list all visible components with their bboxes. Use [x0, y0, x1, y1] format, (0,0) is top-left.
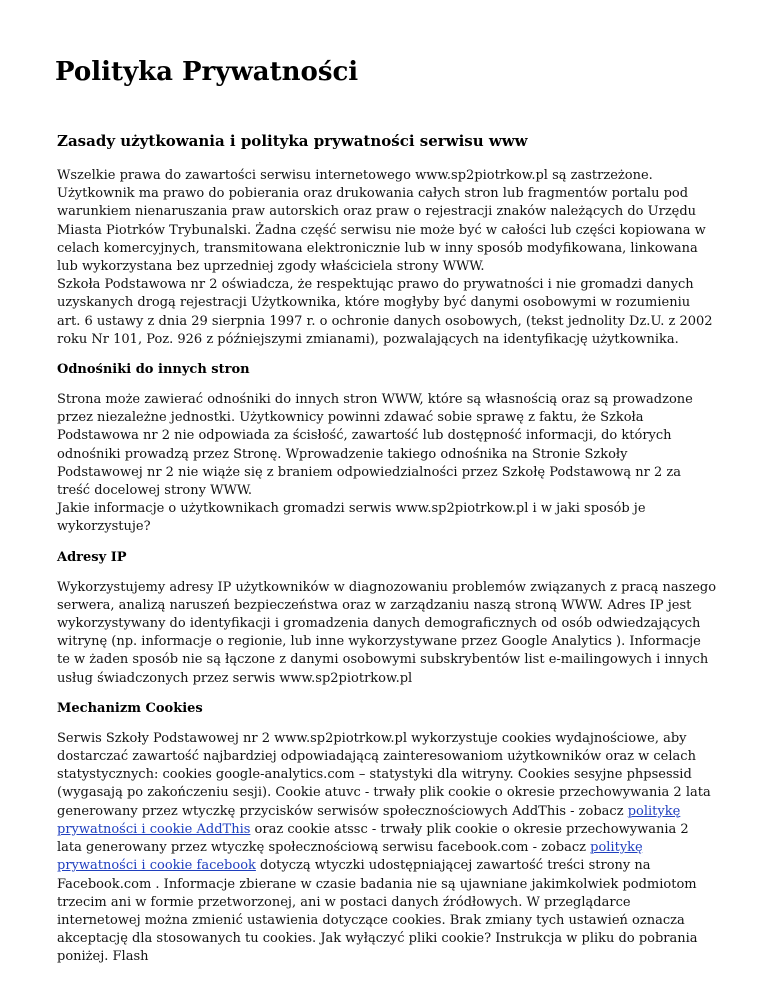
data-collection-question: Jakie informacje o użytkownikach gromadzi serwis www.sp2piotrkow.pl i w jaki sposób je wykorzystuje?: [57, 501, 646, 535]
cookies-text-3: dotyczą wtyczki udostępniającej zawartość treści strony na Facebook.com . Informacje zbierane w czasie badania nie są ujawniane jakimkolwiek podmiotom trzecim ani w formie przetworzonej, ani w postaci danych źródłowych. W przeglądarce internetowej można zmienić ustawienia dotyczące cookies. Brak zmiany tych ustawień oznacza akceptację dla stosowanych tu cookies. Jak wyłączyć pliki cookie? Instrukcja w pliku do pobrania poniżej. Flash: [57, 858, 698, 965]
page-title: Polityka Prywatności: [55, 57, 359, 87]
terms-paragraph: [57, 167, 717, 349]
section-heading-ip: Adresy IP: [57, 549, 127, 565]
section-heading-terms: Zasady użytkowania i polityka prywatności serwisu www: [57, 132, 528, 150]
addthis-privacy-link[interactable]: politykę prywatności i cookie AddThis: [57, 803, 681, 837]
cookies-text-2: oraz cookie atssc - trwały plik cookie o okresie przechowywania 2 lata generowany przez wtyczkę społecznościową serwisu facebook.com - zobacz: [57, 821, 689, 856]
section-heading-links: Odnośniki do innych stron: [57, 362, 250, 378]
cookies-text-1: Serwis Szkoły Podstawowej nr 2 www.sp2piotrkow.pl wykorzystuje cookies wydajnościowe, aby dostarczać zawartość najbardziej odpowiadającą zainteresowaniom użytkowników oraz w celach statystycznych: cookies google-analytics.com – statystyki dla witryny. Cookies sesyjne phpsessid (wygasają po zakończeniu sesji). Cookie atuvc - trwały plik cookie o okresie przechowywania 2 lata generowany przez wtyczkę przycisków serwisów społecznościowych AddThis - zobacz: [57, 730, 711, 819]
ip-paragraph: Wykorzystujemy adresy IP użytkowników w diagnozowaniu problemów związanych z pracą naszego serwera, analizą naruszeń bezpieczeństwa oraz w zarządzaniu naszą stroną WWW. Adres IP jest wykorzystywany do identyfikacji i gromadzenia danych demograficznych od osób odwiedzających witrynę (np. informacje o regionie, lub inne wykorzystywane przez Google Analytics ). Informacje te w żaden sposób nie są łączone z danymi osobowymi subskrybentów list e-mailingowych i innych usług świadczonych przez serwis www.sp2piotrkow.pl: [57, 579, 717, 686]
copyright-text: Wszelkie prawa do zawartości serwisu internetowego www.sp2piotrkow.pl są zastrzeżone. Użytkownik ma prawo do pobierania oraz drukowania całych stron lub fragmentów portalu pod warunkiem nienaruszania praw autorskich oraz praw o rejestracji znaków należących do Urzędu Miasta Piotrków Trybunalski. Żadna część serwisu nie może być w całości lub części kopiowana w celach komercyjnych, transmitowana elektronicznie lub w inny sposób modyfikowana, linkowana lub wykorzystana bez uprzedniej zgody właściciela strony WWW.: [57, 168, 706, 275]
privacy-statement-text: Szkoła Podstawowa nr 2 oświadcza, że respektując prawo do prywatności i nie gromadzi danych uzyskanych drogą rejestracji Użytkownika, które mogłyby być danymi osobowymi w rozumieniu art. 6 ustawy z dnia 29 sierpnia 1997 r. o ochronie danych osobowych, (tekst jednolity Dz.U. z 2002 roku Nr 101, Poz. 926 z późniejszymi zmianami), pozwalających na identyfikację użytkownika.: [57, 277, 713, 347]
external-links-text: Strona może zawierać odnośniki do innych stron WWW, które są własnością oraz są prowadzone przez niezależne jednostki. Użytkownicy powinni zdawać sobie sprawę z faktu, że Szkoła Podstawowa nr 2 nie odpowiada za ścisłość, zawartość lub dostępność informacji, do których odnośniki prowadzą przez Stronę. Wprowadzenie takiego odnośnika na Stronie Szkoły Podstawowej nr 2 nie wiąże się z braniem odpowiedzialności przez Szkołę Podstawową nr 2 za treść docelowej strony WWW.: [57, 392, 693, 499]
links-paragraph: [57, 391, 717, 537]
document-content: [57, 132, 717, 979]
facebook-privacy-link[interactable]: politykę prywatności i cookie facebook: [57, 840, 643, 874]
cookies-paragraph: [57, 730, 717, 967]
section-heading-cookies: Mechanizm Cookies: [57, 700, 203, 716]
